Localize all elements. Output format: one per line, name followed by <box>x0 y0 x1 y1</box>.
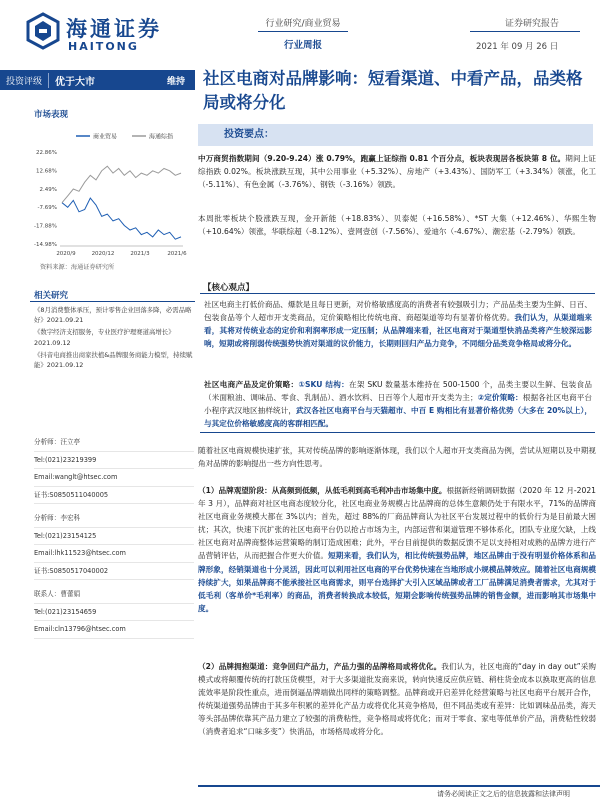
core-view-2 <box>204 378 592 430</box>
market-performance-heading: 市场表现 <box>34 110 69 120</box>
brand-name-cn: 海通证券 <box>66 16 162 41</box>
core-view-2-sku-text: 在架 SKU 数量基本维持在 500-1500 个，品类主要以生鲜、包装食品（米面粮油、调味品、零食、乳制品）、酒水饮料、日百等个人超市开支类为主； <box>204 380 592 403</box>
related-item[interactable]: 《数字经济支招服务，专业医疗护理赛道高增长》2021.09.12 <box>34 328 175 347</box>
chart-legend <box>76 133 173 141</box>
footer-disclaimer: 请务必阅读正文之后的信息披露和法律声明 <box>437 790 570 798</box>
analyst-tel: Tel:(021)23219399 <box>34 452 194 470</box>
stage-2-heading: （2）品牌拥抱渠道：竞争回归产品力，产品力强的品牌格局或将优化。 <box>198 662 442 671</box>
legend-label: 商业贸易 <box>93 133 118 141</box>
core-view-1 <box>204 298 592 350</box>
paragraph-stage-2 <box>198 660 596 739</box>
legend-label: 海通综指 <box>149 133 174 141</box>
stage-1-text: 根据新经销调研数据（2020 年 12 月-2021 年 3 月），品牌商对社区电商态度较分化，社区电商业务规模占比品牌商的总体生意额仍处于有限水平，71%的品牌商社区电商业务规模大都在 3%以内；首先，超过 88%的厂商品牌商认为社区平台发展过程中的低价行为是目前最大困扰；其次，快速下沉扩张的社区电商平台仍以抢占市场为主，内部运营和渠道管理不够体系化，团队专业度欠缺，上线社区电商对品牌商整体运营策略的制订造成困难；此外，平台目前提供的数据反馈不足以支持相对成熟的品牌方进行产品营销评估，从而把握合作更大价值。 <box>198 486 596 561</box>
market-performance-chart <box>28 128 188 260</box>
contact-tel: Tel:(021)23154659 <box>34 604 194 622</box>
analyst-name: 分析师：汪立亭 <box>34 434 194 452</box>
y-tick-label: -7.69% <box>37 205 57 212</box>
related-research-heading: 相关研究 <box>34 291 69 301</box>
analyst-email[interactable]: Email:wanglt@htsec.com <box>34 469 194 487</box>
y-tick-label: 12.68% <box>36 168 57 175</box>
related-divider <box>30 301 195 302</box>
chart-source: 资料来源：海通证券研究所 <box>40 264 115 271</box>
rating-value: 优于大市 <box>48 73 95 88</box>
analyst-contacts <box>34 434 194 639</box>
series-line-commerce <box>62 198 181 239</box>
x-tick-label: 2020/12 <box>91 251 115 257</box>
x-tick-label: 2021/3 <box>130 251 150 257</box>
stage-1-heading: （1）品牌观望阶段：从高频到低频，从低毛利到高毛利冲击市场集中度。 <box>198 486 447 495</box>
core-view-2-lead: 社区电商产品及定价策略： <box>204 380 299 389</box>
core-view-2-price-text: 根据各社区电商平台小程序武汉地区抽样统计， <box>204 393 593 416</box>
stage-1-highlight: 短期来看，我们认为，相比传统强势品牌，地区品牌由于没有明显价格体系和品牌形象，经销渠道也十分灵活，因此可以利用社区电商的平台优势快速在当地形成小规模品牌效应。随着社区电商规模持续扩大，如果品牌商不能承接社区电商需求，则平台选择扩大引入区域品牌或者工厂品牌满足消费者需求，尤其对于低毛利（客单价*毛利率）的商品，消费者转换成本较低，短期会影响传统强势品牌的销售金额，进而影响其市场集中度。 <box>198 551 597 613</box>
core-view-2-highlight: 武汉各社区电商平台与天猫超市、中百 E 购相比有显著价格优势（大多在 20%以上），与其定位价格敏感度高的客群相匹配。 <box>204 406 593 429</box>
core-view-1-text: 社区电商主打低价商品、爆款是且每日更新，对价格敏感度高的消费者有较强吸引力；产品品类主要为生鲜、日百、包装食品等个人超市开支类商品，定价策略相比传统电商、商超渠道等均有显著价格优势。 <box>204 300 592 323</box>
stage-2-text: 我们认为，社区电商的“day in day out”采购模式或将颠覆传统的打款压货模型，对于大多渠道批发商来说，转向快速反应供应链、稍柱货金成本以换取更高的信息流效率是阶段性重点，进而倒逼品牌端做出同样的策略调整。品牌商或开启差异化经营策略与社区电商平台展开合作，传统渠道强势品牌由于其多年积累的差异化产品力或将优化其竞争格局，但不同品类或有差异：比如调味品品类，海天等头部品牌依靠其产品力建立了较强的消费粘性，竞争格局或将优化；而对于零食、家电等低单价产品，消费粘性较弱（消费者追求“口味多变”）快消品，市场格局或将分化。 <box>198 662 596 737</box>
report-type: 证券研究报告 <box>505 19 560 29</box>
rating-bar <box>0 70 195 90</box>
rating-status: 维持 <box>166 76 185 87</box>
chart-series-lines <box>62 166 181 239</box>
key-point-1-lead: 中万商贸指数期间（9.20-9.24）涨 0.79%，跑赢上证综指 0.81 个百分点，板块表现居各板块第 8 位。 <box>198 154 566 163</box>
core-view-heading: 【核心观点】 <box>203 283 255 293</box>
x-tick-label: 2020/9 <box>56 251 76 257</box>
haitong-logo-icon <box>26 12 60 50</box>
contact-email[interactable]: Email:cln13796@htsec.com <box>34 621 194 639</box>
header-divider <box>258 31 348 32</box>
y-tick-label: -14.98% <box>34 242 57 248</box>
report-weekly-label: 行业周报 <box>283 40 322 51</box>
key-point-1 <box>198 152 596 191</box>
footer-divider <box>198 785 600 787</box>
page-header <box>0 0 600 64</box>
paragraph-intro: 随着社区电商规模快速扩张，其对传统品牌的影响逐渐体现，我们以个人超市开支类商品为例，尝试从短期以及中期视角对品牌的影响提出一些方向性思考。 <box>198 446 596 469</box>
core-view-1-highlight: 我们认为，从渠道端来看，其将对传统业态的定价和利润率形成一定压制；从品牌端来看，社区电商对于渠道型快消品类将产生较深远影响，短期或将削弱传统强势快消对渠道的议价能力，长期则回归产品力竞争，不同细分品类竞争格局或将分化。 <box>204 313 592 349</box>
analyst-name: 分析师：李宏科 <box>34 510 194 528</box>
core-view-2-sku-label: ①SKU 结构： <box>298 380 349 389</box>
key-point-2: 本周批零板块个股涨跌互现，金开新能（+18.83%）、贝泰妮（+16.58%）、*ST 大集（+12.46%）、华熙生物（+10.64%）领涨，华联综超（-8.12%）、壹网壹创（-7.56%）、爱迪尔（-4.67%）、潮宏基（-2.79%）领跌。 <box>198 214 596 237</box>
key-point-1-detail: 期间上证综指跌 0.02%。板块涨跌互现，其中公用事业（+5.32%）、房地产（+3.43%）、国防军工（+3.34%）领涨，化工（-5.11%）、有色金属（-3.76%）、钢铁（-3.16%）领跌。 <box>198 154 597 190</box>
key-points-heading: 投资要点： <box>198 124 593 146</box>
report-category: 行业研究/商业贸易 <box>265 19 341 29</box>
chart-y-ticks <box>34 150 183 248</box>
y-tick-label: 22.86% <box>36 150 57 156</box>
related-research-list <box>34 305 194 372</box>
chart-x-ticks <box>56 251 187 257</box>
x-tick-label: 2021/6 <box>167 251 187 257</box>
analyst-cert: 证书:S0850511040005 <box>34 487 194 505</box>
related-item[interactable]: 《抖音电商推出商家扶植&品牌服务商能力模型，持续赋能》2021.09.12 <box>34 350 193 370</box>
y-tick-label: -17.88% <box>34 223 57 230</box>
report-title: 社区电商对品牌影响：短看渠道、中看产品，品类格局或将分化 <box>203 69 583 112</box>
header-divider-right <box>470 31 580 32</box>
series-line-index <box>62 166 181 203</box>
analyst-cert: 证书:S0850517040002 <box>34 563 194 581</box>
y-tick-label: 2.49% <box>39 186 57 193</box>
contact-name: 联系人：曹蕾娟 <box>34 586 194 604</box>
analyst-tel: Tel:(021)23154125 <box>34 528 194 546</box>
core-view-2-price-label: ②定价策略： <box>477 393 523 403</box>
related-item[interactable]: 《8月消费整体承压，预计零售企业回落多降，必需品略好》2021.09.21 <box>34 306 192 325</box>
report-date: 2021 年 09 月 26 日 <box>476 42 559 52</box>
paragraph-stage-1 <box>198 484 596 615</box>
brand-name-en: HAITONG <box>68 40 139 53</box>
rating-label: 投资评级 <box>6 76 43 87</box>
analyst-email[interactable]: Email:lhk11523@htsec.com <box>34 545 194 563</box>
